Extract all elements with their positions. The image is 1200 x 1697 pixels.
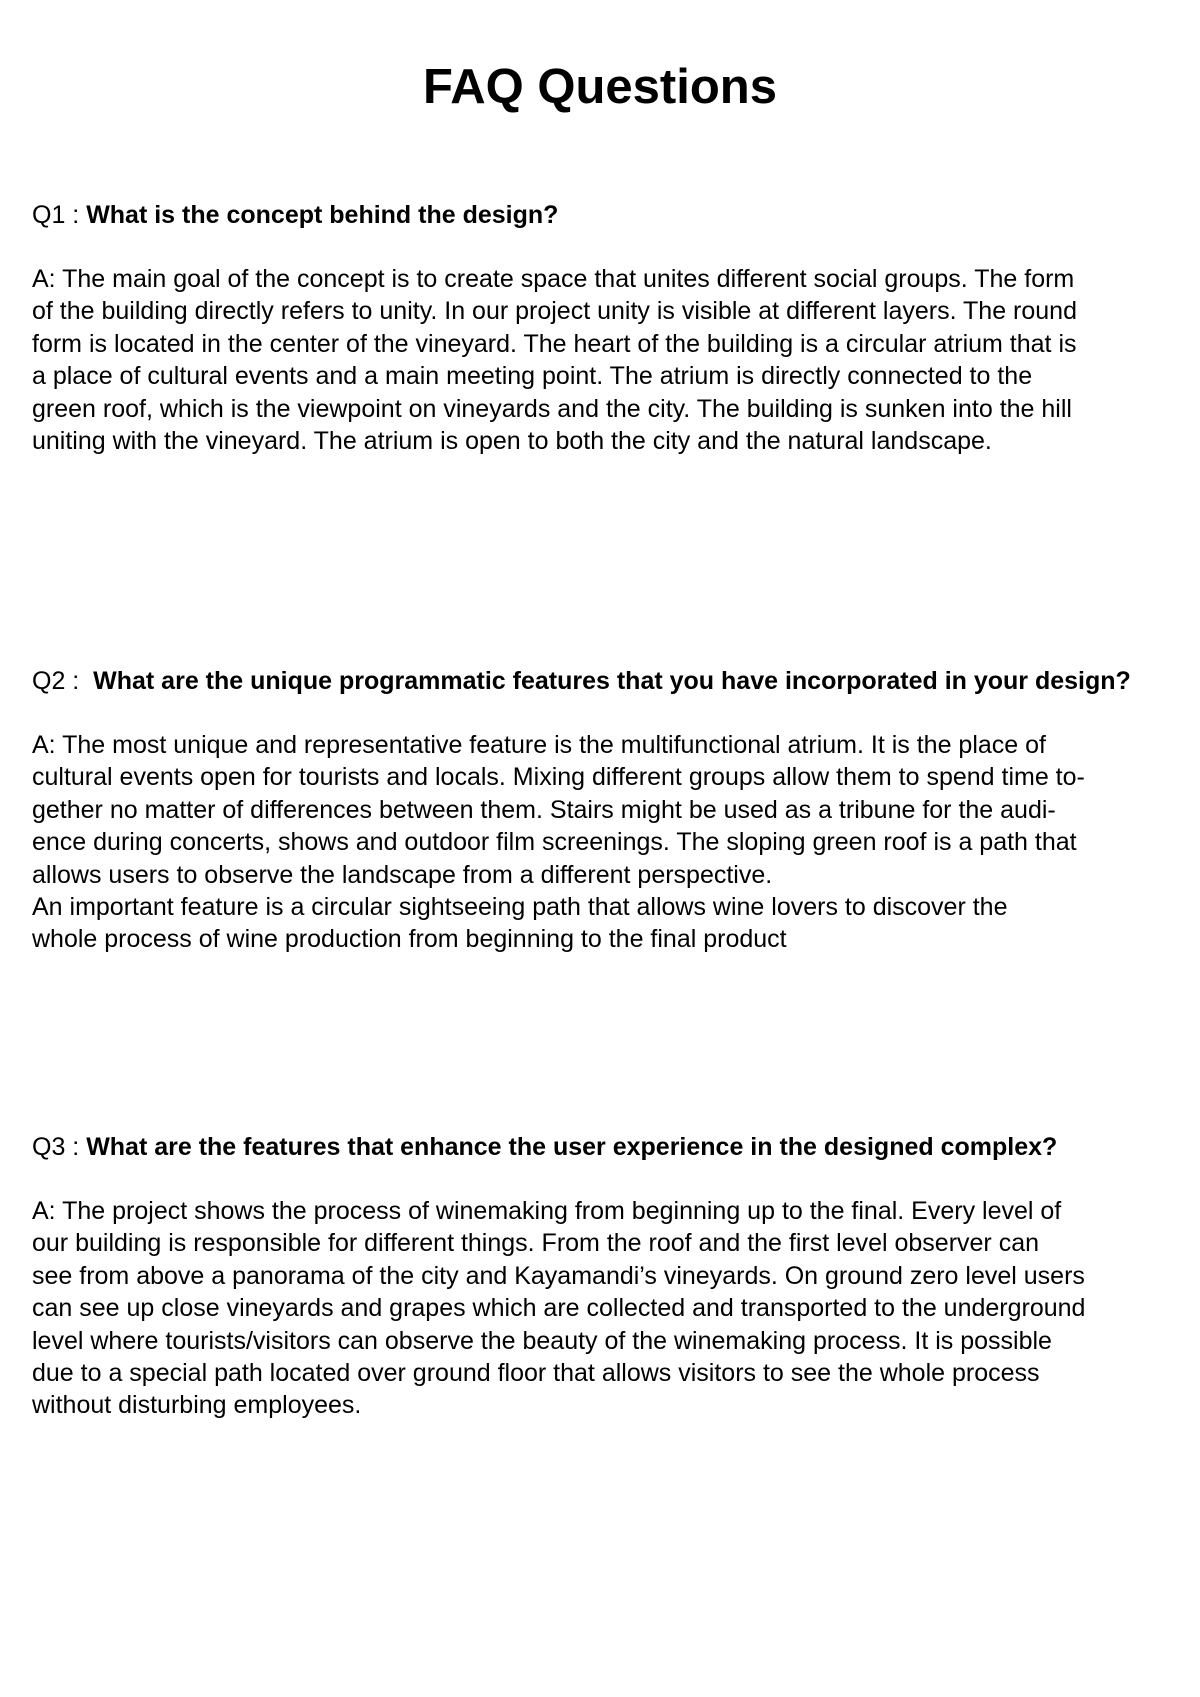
faq-question-3 (32, 1131, 1172, 1163)
answer-line: gether no matter of differences between them. Stairs might be used as a tribune for the audi- (32, 795, 1056, 824)
question-number: Q1 : (32, 201, 87, 229)
faq-question-1 (32, 199, 1172, 231)
question-text: What are the features that enhance the user experience in the designed complex? (86, 1133, 1058, 1161)
answer-line: our building is responsible for different things. From the roof and the first level observer can (32, 1229, 1040, 1258)
answer-line: green roof, which is the viewpoint on vineyards and the city. The building is sunken into the hill (32, 394, 1072, 423)
faq-item-1 (32, 199, 1172, 457)
answer-line: cultural events open for tourists and locals. Mixing different groups allow them to spend time to- (32, 763, 1085, 792)
answer-line: due to a special path located over ground floor that allows visitors to see the whole process (32, 1359, 1040, 1388)
faq-item-3 (32, 1131, 1172, 1422)
answer-line: level where tourists/visitors can observe the beauty of the winemaking process. It is possible (32, 1326, 1052, 1355)
answer-line: A: The most unique and representative feature is the multifunctional atrium. It is the place of (32, 731, 1046, 759)
answer-line: can see up close vineyards and grapes which are collected and transported to the underground (32, 1294, 1086, 1323)
question-text: What are the unique programmatic features that you have incorporated in your design? (93, 667, 1131, 695)
faq-answer-2 (32, 729, 1172, 956)
answer-line: uniting with the vineyard. The atrium is open to both the city and the natural landscape. (32, 427, 992, 456)
answer-line: A: The project shows the process of winemaking from beginning up to the final. Every level of (32, 1197, 1062, 1225)
question-number: Q3 : (32, 1133, 87, 1161)
answer-line: form is located in the center of the vineyard. The heart of the building is a circular atrium that is (32, 329, 1077, 358)
page-title: FAQ Questions (423, 60, 777, 114)
answer-line: An important feature is a circular sightseeing path that allows wine lovers to discover the (32, 893, 1008, 922)
answer-line: of the building directly refers to unity. In our project unity is visible at different layers. The round (32, 297, 1077, 326)
faq-answer-3 (32, 1195, 1172, 1422)
answer-line: A: The main goal of the concept is to create space that unites different social groups. The form (32, 265, 1075, 293)
answer-line: without disturbing employees. (32, 1391, 362, 1420)
question-number: Q2 : (32, 667, 94, 695)
answer-line: ence during concerts, shows and outdoor film screenings. The sloping green roof is a path that (32, 828, 1077, 857)
question-text: What is the concept behind the design? (86, 201, 559, 229)
faq-item-2 (32, 665, 1172, 956)
faq-answer-1 (32, 263, 1172, 457)
answer-line: a place of cultural events and a main meeting point. The atrium is directly connected to the (32, 362, 1033, 391)
answer-line: allows users to observe the landscape from a different perspective. (32, 860, 773, 889)
answer-line: see from above a panorama of the city and Kayamandi’s vineyards. On ground zero level users (32, 1261, 1085, 1290)
answer-line: whole process of wine production from beginning to the final product (32, 925, 787, 954)
faq-question-2 (32, 665, 1172, 697)
